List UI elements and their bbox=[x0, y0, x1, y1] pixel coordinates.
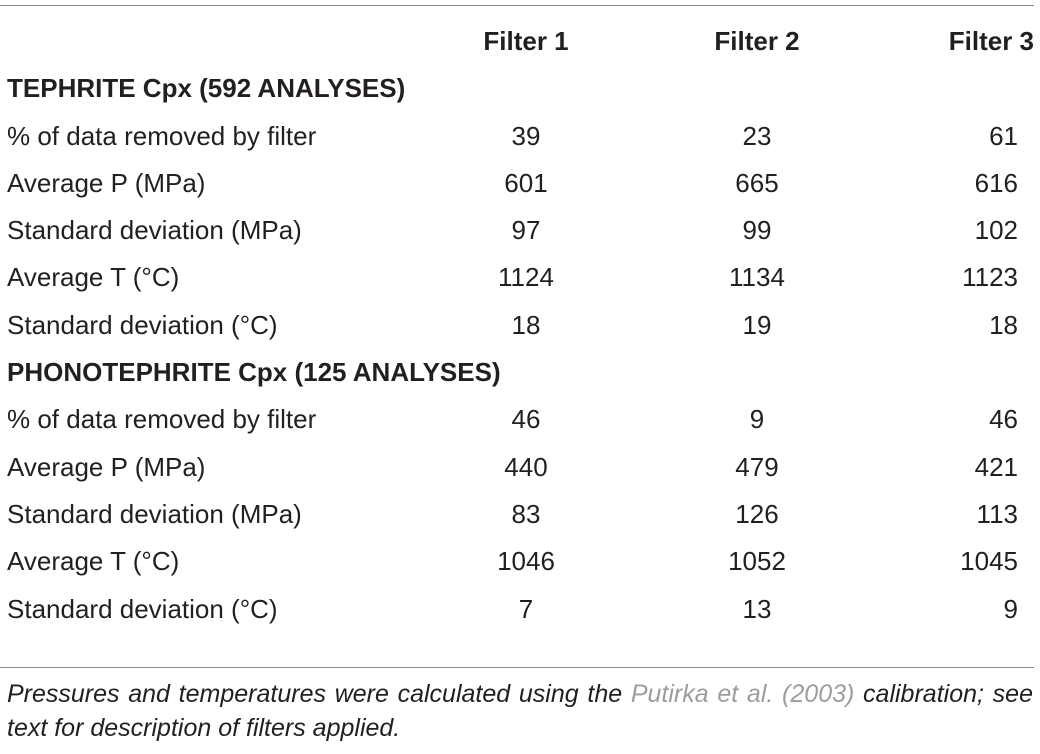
results-table bbox=[0, 18, 1040, 633]
header-row bbox=[0, 18, 1040, 65]
value-filter-1: 440 bbox=[504, 451, 548, 482]
table-row bbox=[0, 586, 1040, 633]
value-filter-3: 18 bbox=[989, 309, 1018, 340]
table-row bbox=[0, 396, 1040, 443]
header-filter-2: Filter 2 bbox=[714, 26, 800, 56]
table-row bbox=[0, 113, 1040, 160]
value-filter-2: 23 bbox=[742, 120, 772, 151]
table-row bbox=[0, 538, 1040, 585]
value-filter-2: 1052 bbox=[728, 546, 786, 577]
header-filter-3: Filter 3 bbox=[948, 26, 1034, 56]
top-rule bbox=[0, 5, 1034, 6]
table-row bbox=[0, 444, 1040, 491]
table-row bbox=[0, 302, 1040, 349]
value-filter-2: 99 bbox=[742, 215, 772, 246]
row-label: Average P (MPa) bbox=[7, 451, 206, 482]
value-filter-3: 61 bbox=[989, 120, 1018, 151]
value-filter-1: 7 bbox=[518, 593, 534, 624]
header-filter-1: Filter 1 bbox=[483, 26, 569, 56]
value-filter-2: 13 bbox=[742, 593, 772, 624]
table-footnote bbox=[7, 677, 1033, 745]
value-filter-1: 46 bbox=[511, 404, 541, 435]
reference-link[interactable]: Putirka et al. (2003) bbox=[630, 680, 855, 708]
footnote-text-before: Pressures and temperatures were calculated using the bbox=[7, 680, 631, 708]
row-label: Average P (MPa) bbox=[7, 167, 206, 198]
value-filter-2: 9 bbox=[749, 404, 765, 435]
row-label: Average T (°C) bbox=[7, 262, 180, 293]
row-label: Standard deviation (°C) bbox=[7, 593, 278, 624]
table-row bbox=[0, 160, 1040, 207]
row-label: Standard deviation (MPa) bbox=[7, 498, 302, 529]
value-filter-2: 1134 bbox=[729, 262, 785, 293]
footnote-text-after: calibration; see text for description of filters applied. bbox=[7, 680, 1033, 742]
value-filter-1: 601 bbox=[504, 167, 548, 198]
row-label: Average T (°C) bbox=[7, 546, 180, 577]
value-filter-1: 83 bbox=[511, 498, 541, 529]
value-filter-2: 479 bbox=[735, 451, 779, 482]
section-title: TEPHRITE Cpx (592 ANALYSES) bbox=[7, 73, 406, 104]
table-row bbox=[0, 491, 1040, 538]
bottom-rule bbox=[0, 667, 1034, 668]
value-filter-1: 1046 bbox=[497, 546, 555, 577]
row-label: % of data removed by filter bbox=[7, 120, 317, 151]
value-filter-3: 1123 bbox=[962, 262, 1018, 293]
value-filter-1: 39 bbox=[511, 120, 541, 151]
value-filter-3: 46 bbox=[989, 404, 1018, 435]
value-filter-3: 1045 bbox=[960, 546, 1018, 577]
value-filter-2: 126 bbox=[735, 498, 779, 529]
value-filter-1: 97 bbox=[511, 215, 541, 246]
row-label: Standard deviation (MPa) bbox=[7, 215, 302, 246]
table-row bbox=[0, 254, 1040, 301]
section-header-phonotephrite bbox=[0, 349, 1040, 396]
table-row bbox=[0, 207, 1040, 254]
value-filter-3: 9 bbox=[1003, 593, 1018, 624]
value-filter-2: 19 bbox=[742, 309, 772, 340]
value-filter-3: 616 bbox=[974, 167, 1018, 198]
section-title: PHONOTEPHRITE Cpx (125 ANALYSES) bbox=[7, 357, 501, 388]
value-filter-3: 102 bbox=[974, 215, 1018, 246]
value-filter-2: 665 bbox=[735, 167, 779, 198]
header-label-cell bbox=[0, 18, 410, 65]
value-filter-3: 421 bbox=[974, 451, 1018, 482]
value-filter-3: 113 bbox=[976, 498, 1018, 529]
row-label: % of data removed by filter bbox=[7, 404, 317, 435]
value-filter-1: 18 bbox=[511, 309, 541, 340]
value-filter-1: 1124 bbox=[498, 262, 554, 293]
section-header-tephrite bbox=[0, 65, 1040, 112]
row-label: Standard deviation (°C) bbox=[7, 309, 278, 340]
